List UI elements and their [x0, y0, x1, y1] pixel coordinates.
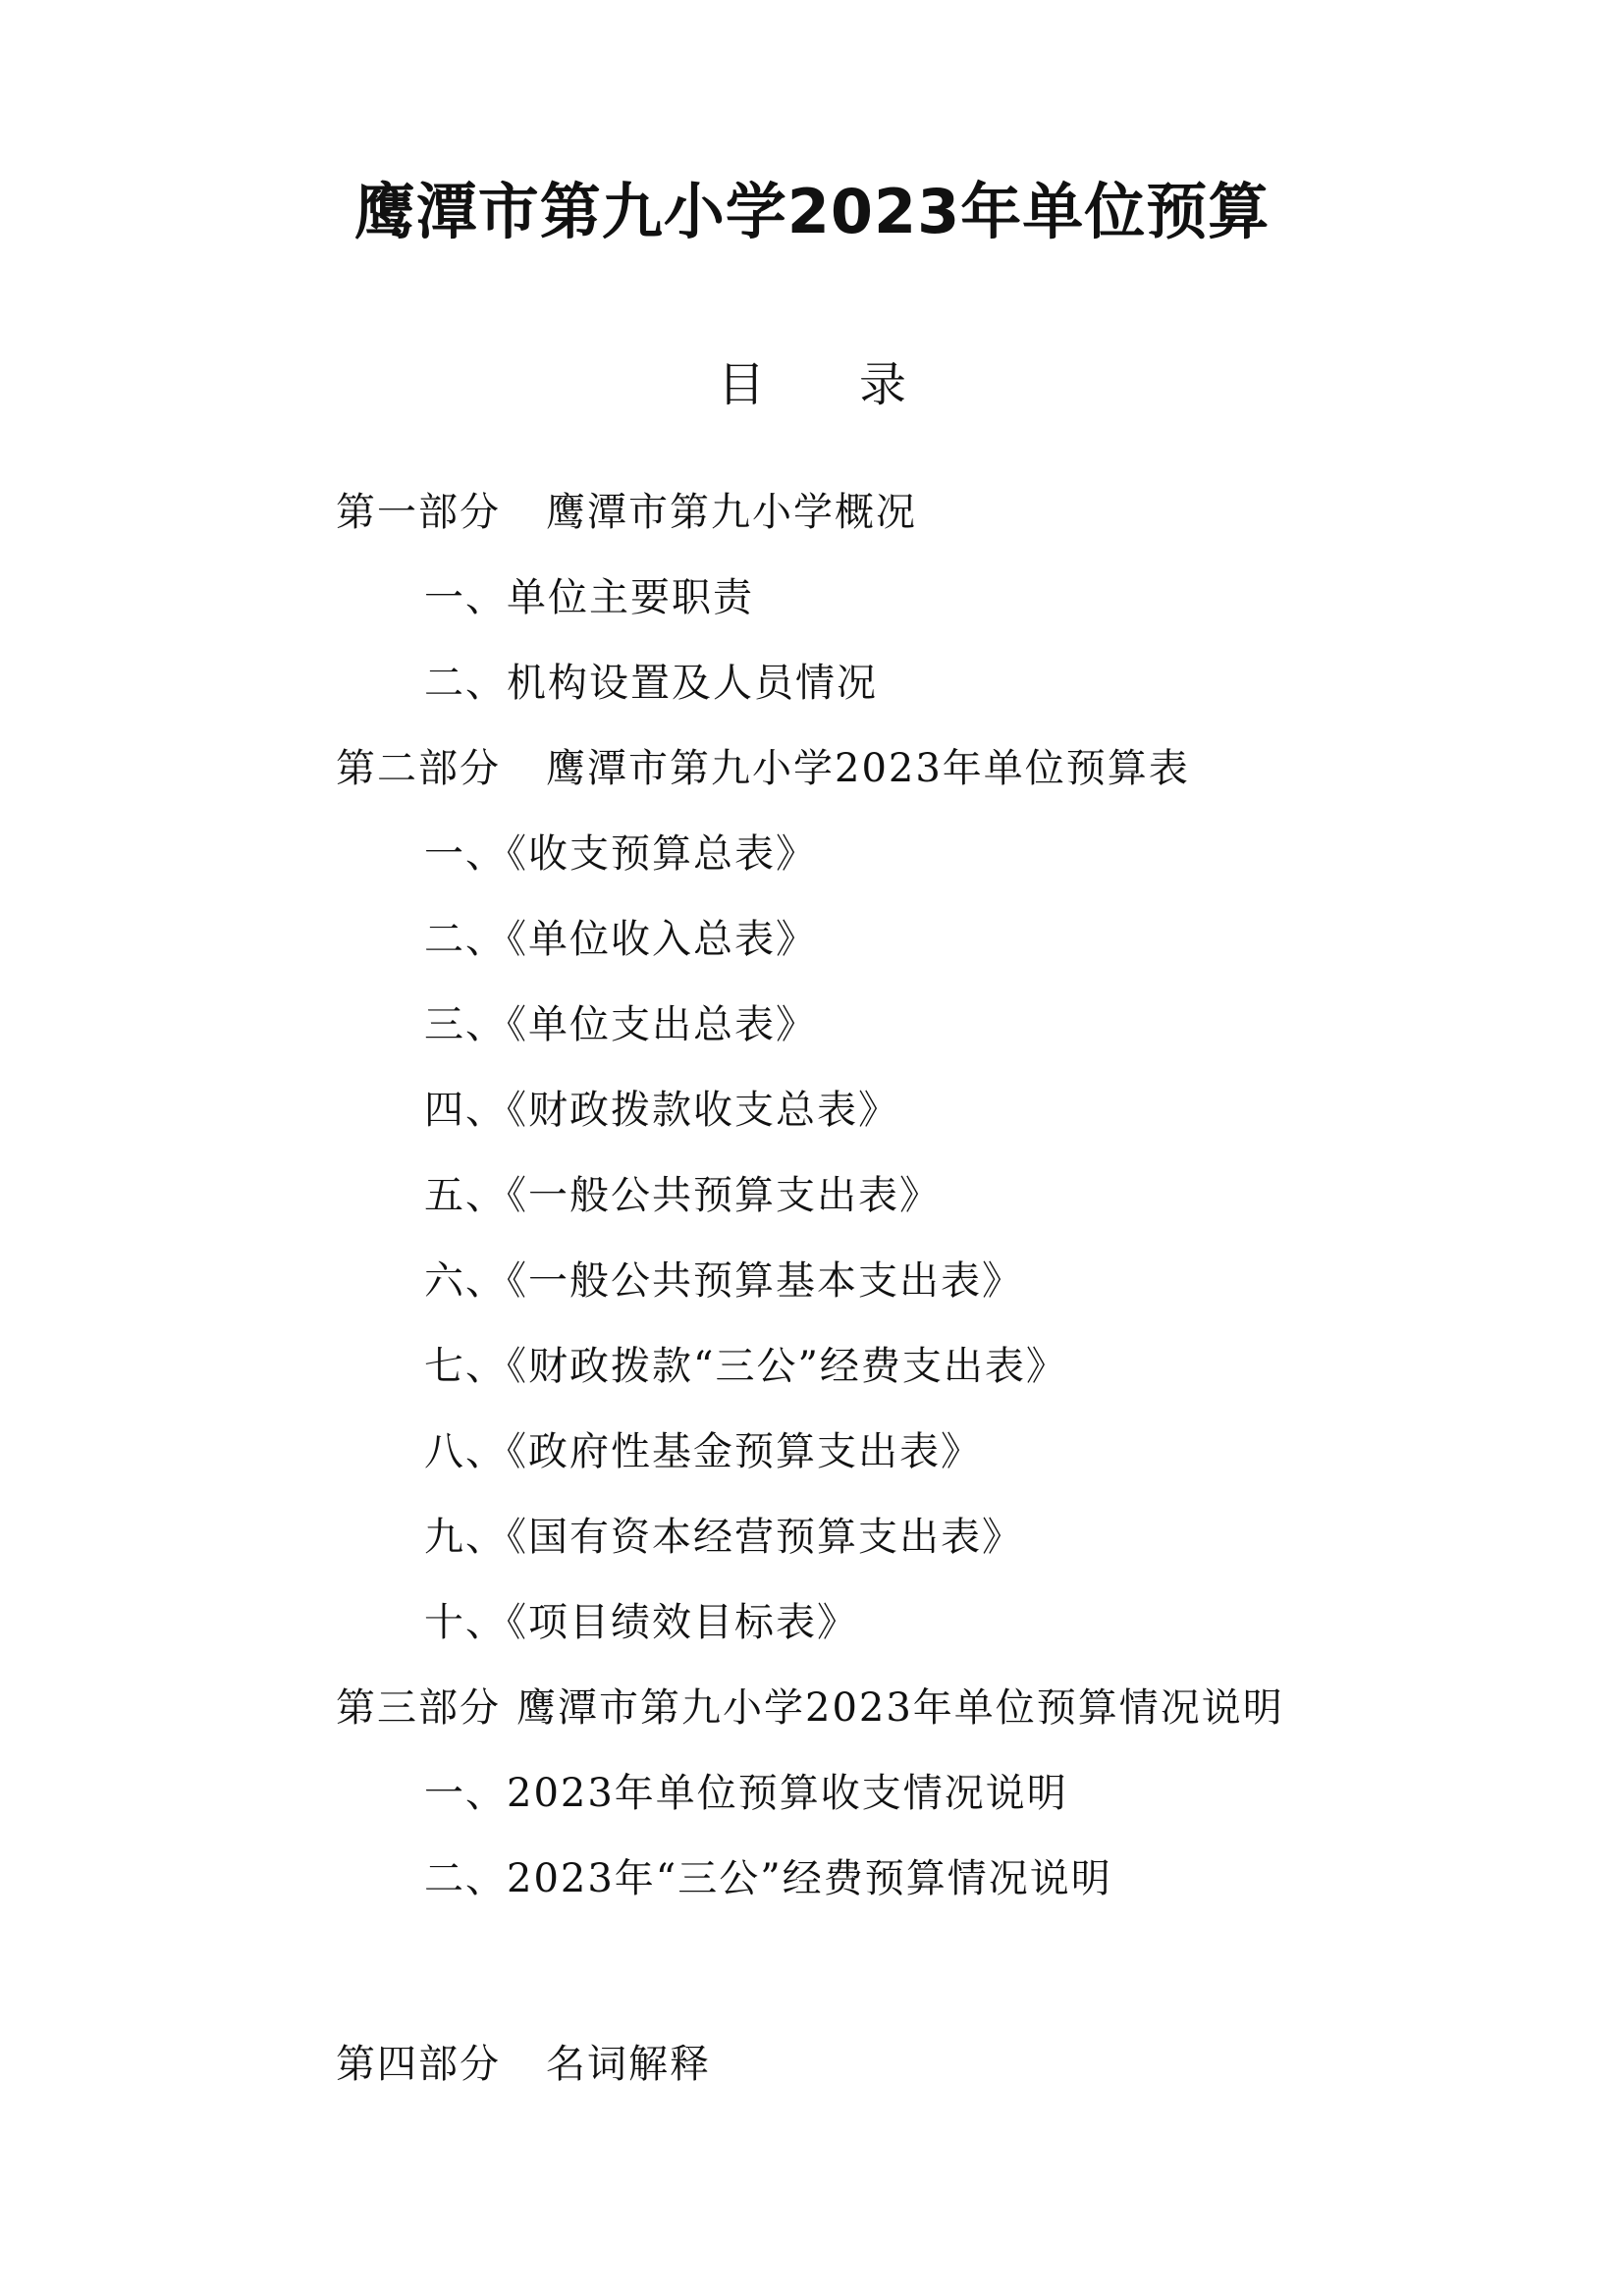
toc-item[interactable]: 一、单位主要职责 — [424, 575, 754, 620]
toc-item[interactable]: 二、《单位收入总表》 — [424, 917, 817, 962]
toc-item[interactable]: 七、《财政拨款“三公”经费支出表》 — [424, 1344, 1067, 1389]
toc-item[interactable]: 九、《国有资本经营预算支出表》 — [424, 1515, 1023, 1560]
toc-item[interactable]: 八、《政府性基金预算支出表》 — [424, 1429, 982, 1474]
toc-part-2[interactable] — [336, 737, 1563, 823]
toc-part-1[interactable] — [336, 481, 1563, 566]
toc-part-title: 鹰潭市第九小学2023年单位预算表 — [546, 746, 1190, 791]
toc-item[interactable]: 一、2023年单位预算收支情况说明 — [424, 1771, 1068, 1816]
toc-heading — [0, 353, 1624, 416]
toc-item[interactable]: 四、《财政拨款收支总表》 — [424, 1088, 899, 1133]
table-of-contents — [336, 481, 1563, 2118]
toc-item[interactable]: 五、《一般公共预算支出表》 — [424, 1173, 941, 1218]
toc-part-label: 第三部分 — [336, 1685, 501, 1731]
toc-item[interactable]: 十、《项目绩效目标表》 — [424, 1600, 858, 1645]
toc-item[interactable]: 二、2023年“三公”经费预算情况说明 — [424, 1856, 1112, 1901]
toc-part-4[interactable] — [336, 2033, 1563, 2118]
toc-part-title: 名词解释 — [546, 2042, 711, 2087]
toc-part-label: 第二部分 — [336, 746, 501, 791]
toc-part-title: 鹰潭市第九小学概况 — [546, 490, 917, 535]
toc-part-label: 第一部分 — [336, 490, 501, 535]
toc-item[interactable]: 六、《一般公共预算基本支出表》 — [424, 1258, 1023, 1304]
toc-item[interactable]: 一、《收支预算总表》 — [424, 831, 817, 877]
toc-heading-char-1: 目 — [717, 357, 765, 412]
toc-part-3[interactable] — [336, 1677, 1563, 1762]
toc-part-label: 第四部分 — [336, 2042, 501, 2087]
toc-part-title: 鹰潭市第九小学2023年单位预算情况说明 — [516, 1685, 1284, 1731]
toc-heading-char-2: 录 — [859, 357, 907, 412]
toc-item[interactable]: 三、《单位支出总表》 — [424, 1002, 817, 1047]
document-title: 鹰潭市第九小学2023年单位预算 — [353, 176, 1271, 247]
toc-item[interactable]: 二、机构设置及人员情况 — [424, 661, 878, 706]
